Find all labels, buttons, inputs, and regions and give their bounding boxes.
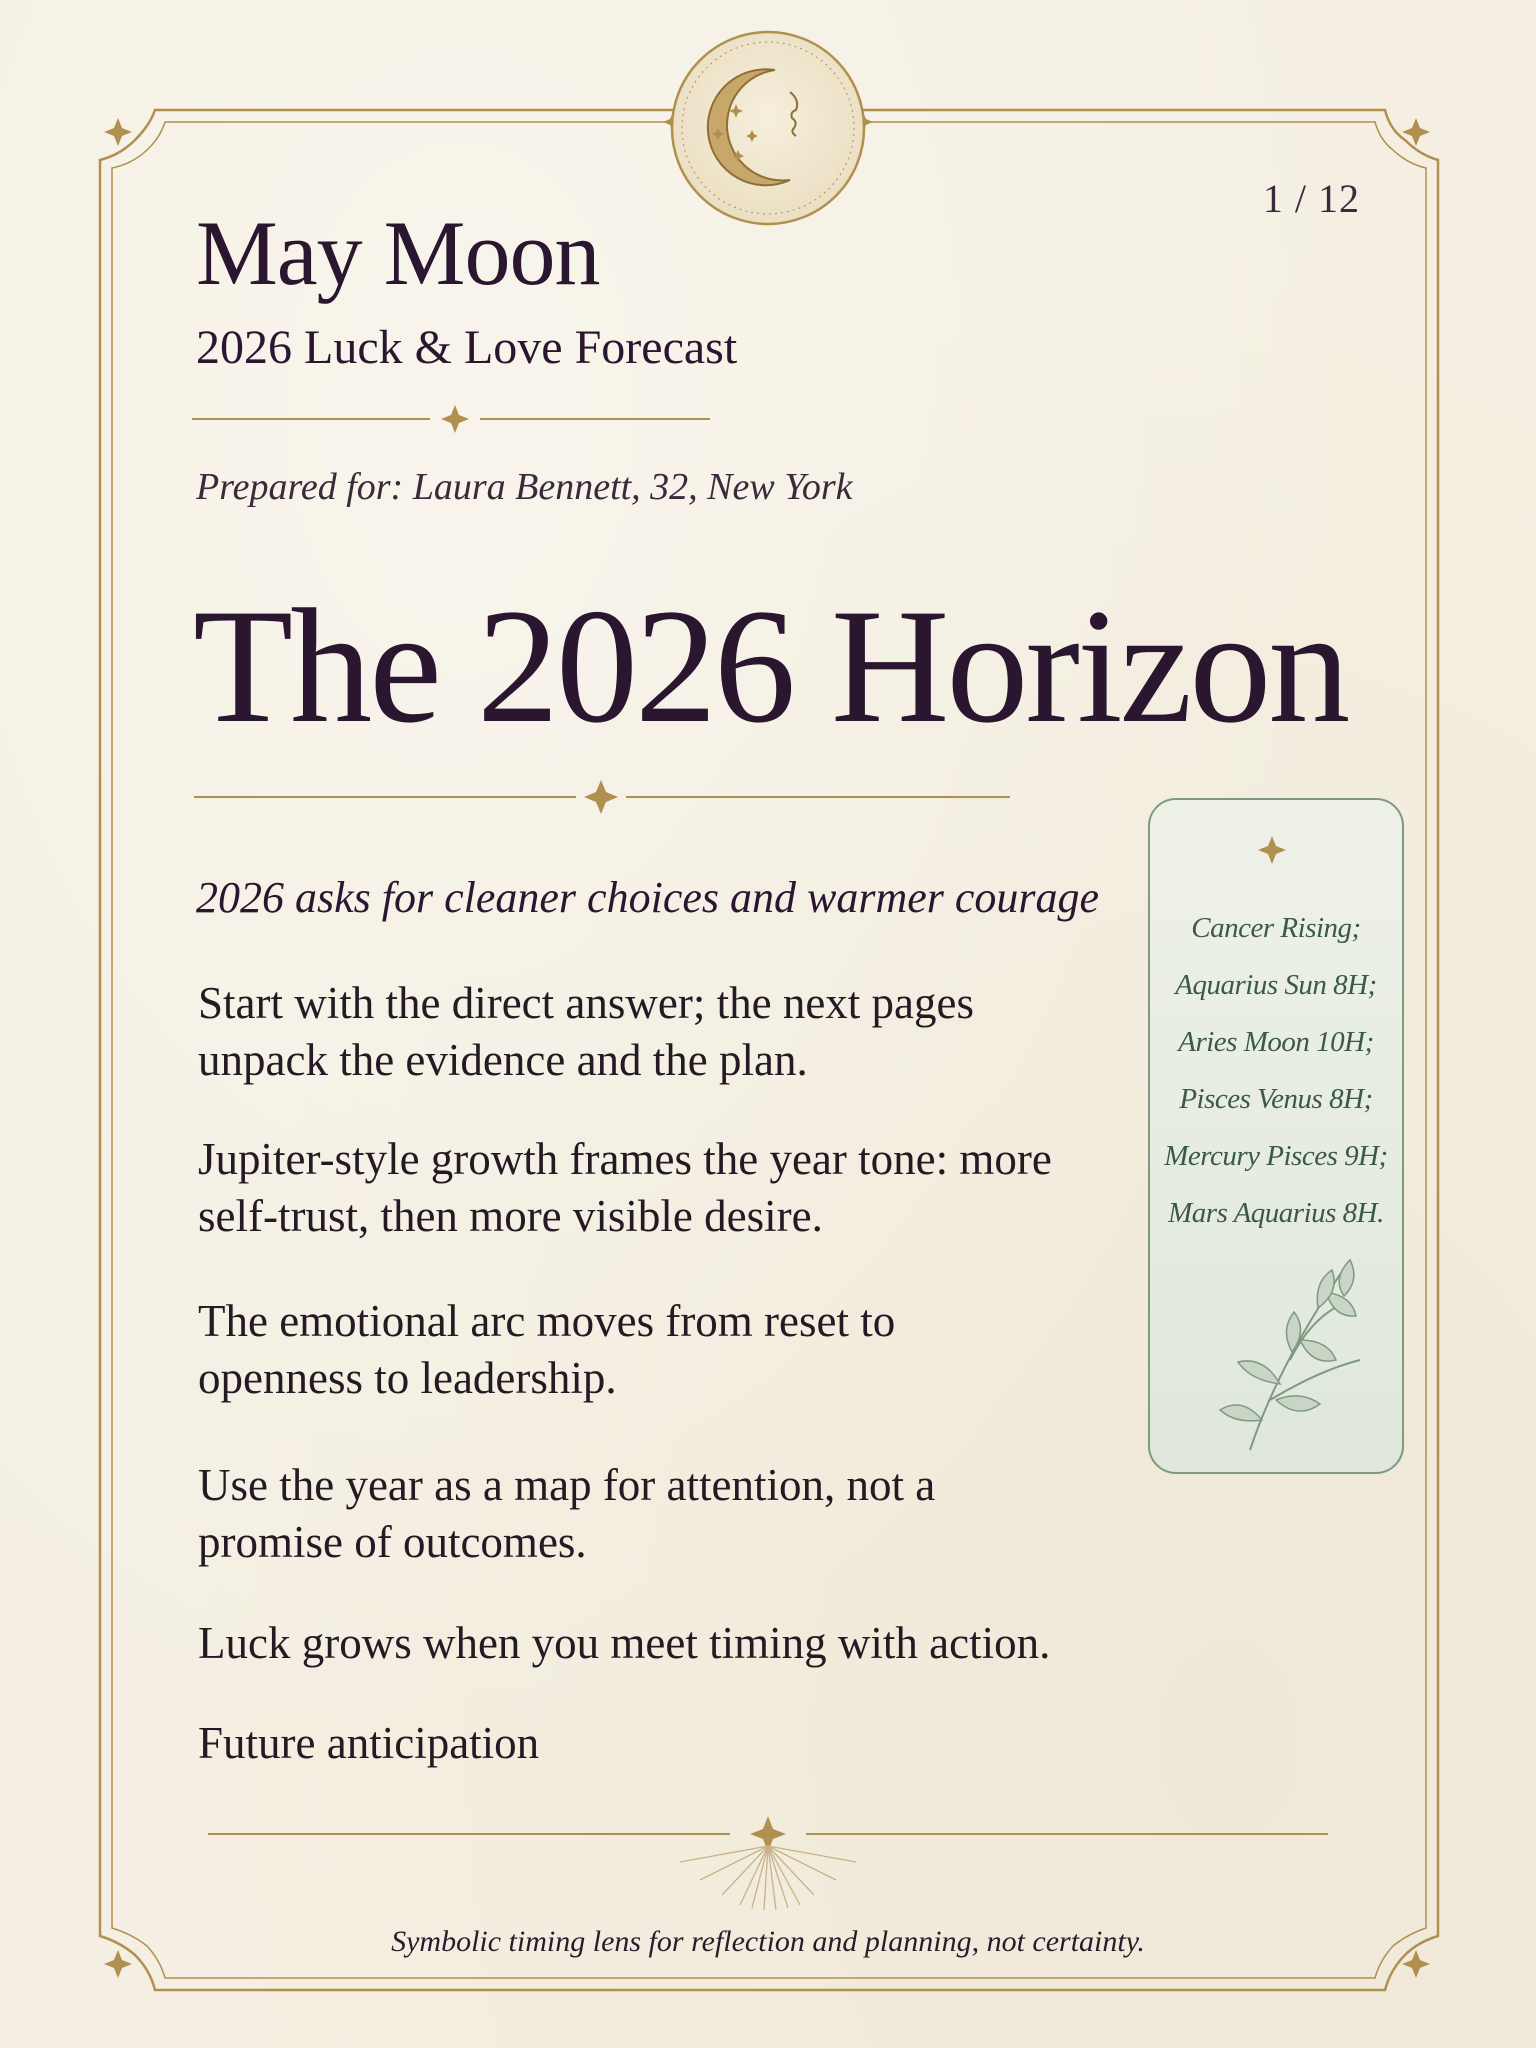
placement-item: Mars Aquarius 8H. xyxy=(1168,1197,1384,1229)
brand-title: May Moon xyxy=(196,202,600,304)
body-paragraph: Future anticipation xyxy=(198,1718,540,1768)
report-subtitle: 2026 Luck & Love Forecast xyxy=(196,321,738,374)
placement-item: Pisces Venus 8H; xyxy=(1179,1083,1373,1115)
placement-item: Mercury Pisces 9H; xyxy=(1164,1140,1388,1172)
leaf-sprig-icon xyxy=(1150,800,1402,1472)
prepared-for-line: Prepared for: Laura Bennett, 32, New York xyxy=(196,466,853,508)
footer-disclaimer: Symbolic timing lens for reflection and planning, not certainty. xyxy=(391,1925,1145,1958)
tagline: 2026 asks for cleaner choices and warmer courage xyxy=(196,873,1100,922)
placement-item: Aries Moon 10H; xyxy=(1178,1026,1374,1058)
body-paragraph: Luck grows when you meet timing with action. xyxy=(198,1618,1051,1668)
body-paragraph: Jupiter-style growth frames the year tone: more self-trust, then more visible desire. xyxy=(198,1134,1052,1242)
placement-item: Cancer Rising; xyxy=(1191,912,1361,944)
page-counter: 1 / 12 xyxy=(1262,176,1360,221)
body-paragraph: Start with the direct answer; the next pages unpack the evidence and the plan. xyxy=(198,978,975,1086)
placement-item: Aquarius Sun 8H; xyxy=(1175,969,1377,1001)
page-heading: The 2026 Horizon xyxy=(193,576,1348,757)
chart-placements-card xyxy=(1148,798,1404,1474)
body-paragraph: The emotional arc moves from reset to openness to leadership. xyxy=(198,1296,896,1404)
body-paragraph: Use the year as a map for attention, not a promise of outcomes. xyxy=(198,1460,936,1568)
